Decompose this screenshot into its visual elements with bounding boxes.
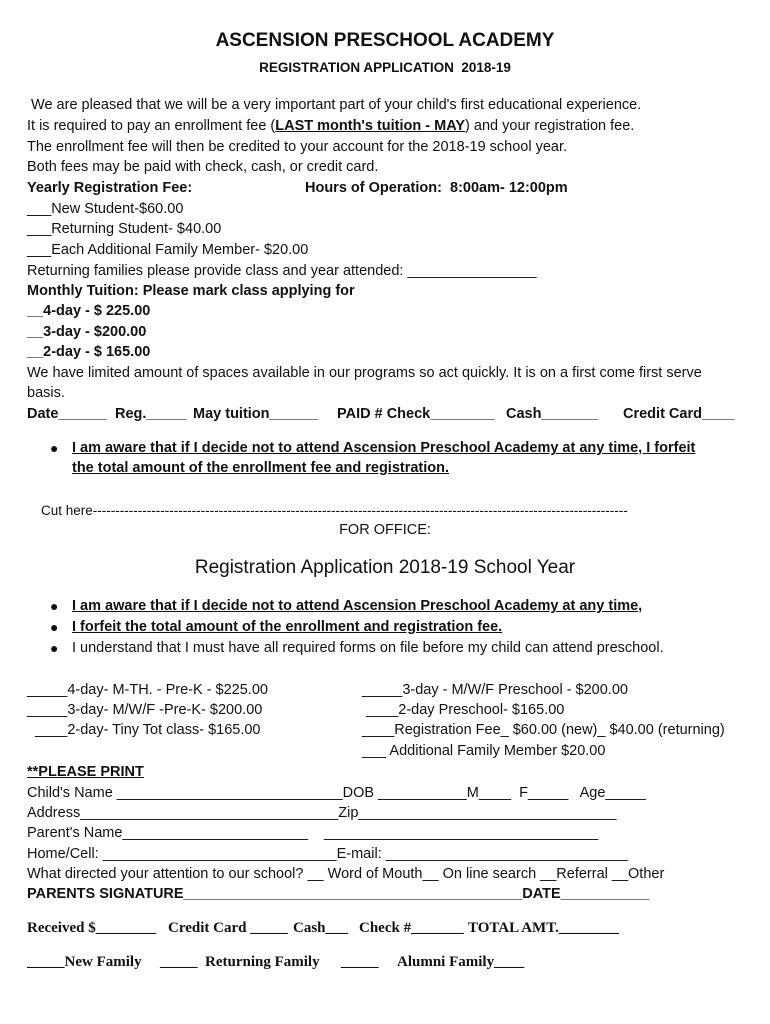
home-cell-field[interactable]: Home/Cell: _____________________________E-mail: ______________________________ bbox=[27, 846, 628, 862]
bullet-icon: ● bbox=[50, 619, 59, 635]
enrollment-fee-emphasis: LAST month's tuition - MAY bbox=[275, 118, 466, 134]
parent-name-field[interactable]: Parent's Name_______________________ __________________________________ bbox=[27, 825, 599, 841]
class-option-3-day-preschool: _____3-day - M/W/F Preschool - $200.00 bbox=[362, 682, 628, 698]
fee-new-student: ___New Student-$60.00 bbox=[27, 201, 184, 217]
track-reg: Reg._____ bbox=[115, 406, 187, 422]
page-subtitle: REGISTRATION APPLICATION 2018-19 bbox=[259, 60, 511, 75]
section-bullet-3: I understand that I must have all required forms on file before my child can attend preschool. bbox=[72, 640, 664, 656]
cut-here-line: Cut here----------------------------------------------------------------------------------------------------------------------- bbox=[41, 503, 628, 518]
section-bullet-1: I am aware that if I decide not to attend Ascension Preschool Academy at any time, bbox=[72, 598, 643, 614]
track-paid-check: PAID # Check________ bbox=[337, 406, 495, 422]
intro-line-4: Both fees may be paid with check, cash, or credit card. bbox=[27, 159, 379, 175]
tuition-heading: Monthly Tuition: Please mark class applying for bbox=[27, 283, 355, 299]
track-credit-card: Credit Card____ bbox=[623, 406, 735, 422]
hours-of-operation: Hours of Operation: 8:00am- 12:00pm bbox=[305, 180, 568, 196]
please-print-label: **PLEASE PRINT bbox=[27, 764, 144, 780]
track-may-tuition: May tuition______ bbox=[193, 406, 318, 422]
page-title: ASCENSION PRESCHOOL ACADEMY bbox=[215, 30, 555, 51]
class-option-additional-member: ___ Additional Family Member $20.00 bbox=[362, 743, 606, 759]
intro-line-2 bbox=[27, 118, 634, 135]
track-cash: Cash_______ bbox=[506, 406, 598, 422]
bullet-icon: ● bbox=[50, 640, 59, 656]
for-office-label: FOR OFFICE: bbox=[339, 522, 431, 538]
office-returning-family: _____ Returning Family bbox=[160, 954, 320, 970]
limited-spaces-line-1: We have limited amount of spaces available in our programs so act quickly. It is on a first come first serve bbox=[27, 365, 702, 381]
office-received: Received $________ bbox=[27, 920, 156, 936]
child-name-field[interactable]: Child's Name ____________________________DOB ___________M____ F_____ Age_____ bbox=[27, 785, 646, 801]
track-date: Date______ bbox=[27, 406, 107, 422]
section-title: Registration Application 2018-19 School Year bbox=[194, 557, 576, 578]
class-option-4-day: _____4-day- M-TH. - Pre-K - $225.00 bbox=[27, 682, 268, 698]
office-cash: Cash___ bbox=[293, 920, 349, 936]
bullet-icon: ● bbox=[50, 440, 59, 456]
limited-spaces-line-2: basis. bbox=[27, 385, 65, 401]
forfeit-notice-line-2: the total amount of the enrollment fee and registration. bbox=[72, 460, 450, 476]
tuition-4-day: __4-day - $ 225.00 bbox=[27, 303, 151, 319]
fee-returning-student: ___Returning Student- $40.00 bbox=[27, 221, 222, 237]
tuition-2-day: __2-day - $ 165.00 bbox=[27, 344, 151, 360]
class-option-registration-fee: ____Registration Fee_ $60.00 (new)_ $40.00 (returning) bbox=[362, 722, 725, 738]
intro-line-2-pre: It is required to pay an enrollment fee ( bbox=[27, 118, 276, 134]
yearly-fee-heading: Yearly Registration Fee: bbox=[27, 180, 193, 196]
office-alumni-family: Alumni Family____ bbox=[397, 954, 525, 970]
fee-additional-member: ___Each Additional Family Member- $20.00 bbox=[27, 242, 309, 258]
office-total-amount: TOTAL AMT.________ bbox=[468, 920, 619, 936]
forfeit-notice-line-1: I am aware that if I decide not to attend Ascension Preschool Academy at any time, I forfeit bbox=[72, 440, 696, 456]
class-option-2-day-preschool: ____2-day Preschool- $165.00 bbox=[362, 702, 565, 718]
intro-line-2-post: ) and your registration fee. bbox=[465, 118, 635, 134]
office-new-family: _____New Family bbox=[27, 954, 142, 970]
intro-line-1: We are pleased that we will be a very important part of your child's first educational experience. bbox=[27, 97, 642, 113]
office-credit-card: Credit Card _____ bbox=[168, 920, 288, 936]
address-field[interactable]: Address________________________________Zip________________________________ bbox=[27, 805, 617, 821]
tuition-3-day: __3-day - $200.00 bbox=[27, 324, 147, 340]
office-check: Check #_______ bbox=[359, 920, 464, 936]
section-bullet-2: I forfeit the total amount of the enrollment and registration fee. bbox=[72, 619, 503, 635]
bullet-icon: ● bbox=[50, 598, 59, 614]
referral-field[interactable]: What directed your attention to our school? __ Word of Mouth__ On line search __Referral __Other bbox=[27, 866, 665, 882]
returning-families-note: Returning families please provide class and year attended: ________________ bbox=[27, 263, 537, 279]
parents-signature-field[interactable]: PARENTS SIGNATURE__________________________________________DATE___________ bbox=[27, 886, 650, 902]
intro-line-3: The enrollment fee will then be credited to your account for the 2018-19 school year. bbox=[27, 139, 568, 155]
office-blank: _____ bbox=[341, 954, 379, 970]
class-option-tiny-tot: ____2-day- Tiny Tot class- $165.00 bbox=[27, 722, 261, 738]
class-option-3-day: _____3-day- M/W/F -Pre-K- $200.00 bbox=[27, 702, 263, 718]
